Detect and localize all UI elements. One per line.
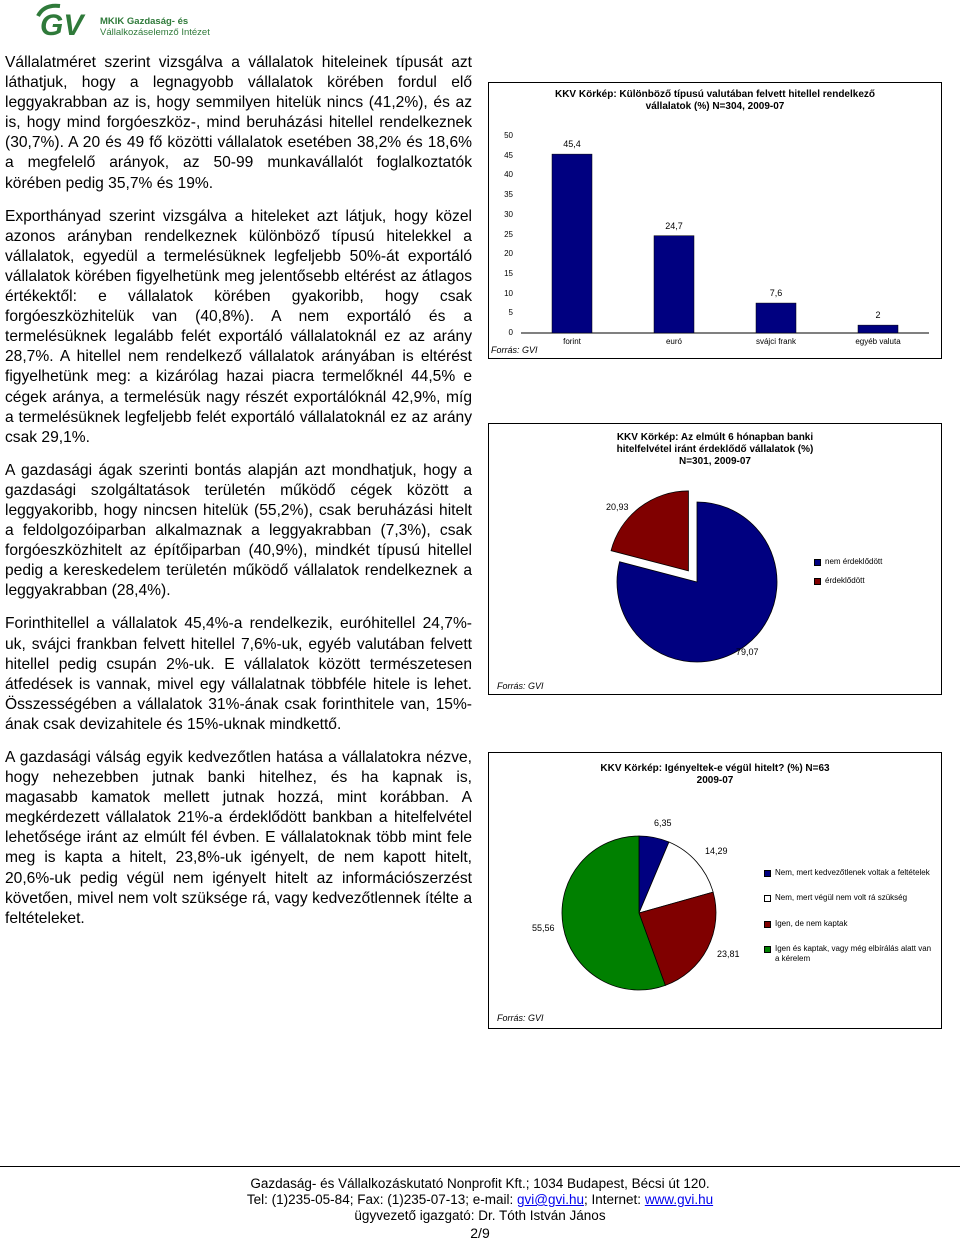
footer-email-link[interactable]: gvi@gvi.hu <box>517 1192 585 1207</box>
legend-igen-nem-kaptak: Igen, de nem kaptak <box>775 919 848 928</box>
bar-value-label: 7,6 <box>769 288 783 299</box>
chart-source: Forrás: GVI <box>497 681 544 691</box>
bar-value-label: 2 <box>875 310 881 321</box>
bar-egyéb valuta <box>858 325 898 333</box>
paragraph: Forinthitellel a vállalatok 45,4%-a rendelkezik, euróhitellel 24,7%-uk, svájci frankban felvett hitellel 7,6%-uk, egyéb valutában felvett hitellel pedig csupán 2%-uk. E vállalatok között természetesen átfedések is vannak, mivel egy vállalatnak többféle hitele is lehet. Összességében a vállalatok 31%-ának csak forinthitele van, 15%-ának csak devizahitele és 15%-uknak mindkettő. <box>5 615 472 733</box>
gvi-logo-mark <box>34 2 98 38</box>
logo-letters: GV <box>40 9 84 38</box>
y-tick-label: 40 <box>504 170 513 180</box>
y-tick-label: 25 <box>504 229 513 239</box>
legend-swatch-2 <box>764 921 771 928</box>
legend-swatch-3 <box>764 946 771 953</box>
footer-director: ügyvezető igazgató: Dr. Tóth István János <box>354 1208 606 1223</box>
legend-swatch-erdeklodott <box>814 578 821 585</box>
currency-loan-bar-chart <box>488 82 942 359</box>
loan-interest-pie-chart <box>488 423 942 695</box>
y-tick-label: 45 <box>504 150 513 160</box>
y-tick-label: 20 <box>504 249 513 259</box>
org-line2: Vállalkozáselemző Intézet <box>100 27 210 38</box>
slice-label-erdeklodott: 20,93 <box>606 502 629 512</box>
y-tick-label: 30 <box>504 209 513 219</box>
loan-applied-pie-chart <box>488 752 942 1029</box>
x-category-label: svájci frank <box>755 337 796 346</box>
legend-igen-kaptak: Igen és kaptak, vagy még elbírálás alatt van a kérelem <box>775 944 932 963</box>
slice-label-nem-szukseg: 14,29 <box>705 846 728 856</box>
bar-svájci frank <box>756 303 796 333</box>
footer-tel: Tel: (1)235-05-84; Fax: (1)235-07-13; e-mail: <box>246 1192 518 1207</box>
legend-erdeklodott: érdeklődött <box>825 576 865 585</box>
slice-label-nem-kedvezotlen: 6,35 <box>654 818 672 828</box>
footer-company: Gazdaság- és Vállalkozáskutató Nonprofit Kft.; 1034 Budapest, Bécsi út 120. <box>250 1176 710 1191</box>
legend-swatch-1 <box>764 895 771 902</box>
paragraph: A gazdasági ágak szerinti bontás alapján azt mondhatjuk, hogy a gazdasági szolgáltatások területén működő cégek között a leggyakoribb, hogy nincsen hitelük (55,2%), csak beruházási hitelt a feldolgozóiparban alkalmaznak a leggyakrabban (7,3%), csak forgóeszközhitelt az építőiparban (40,9%), mindkét típusú hitellel pedig a kereskedelem területén működő vállalatok rendelkeznek a leggyakrabban (28,4%). <box>5 461 472 600</box>
x-category-label: euró <box>665 337 682 346</box>
chart-title: KKV Körkép: Az elmúlt 6 hónapban banki hitelfelvétel iránt érdeklődő vállalatok (%) N=301, 2009-07 <box>616 432 814 467</box>
y-tick-label: 15 <box>504 268 513 278</box>
y-tick-label: 5 <box>508 308 513 318</box>
page-number: 2/9 <box>470 1225 490 1241</box>
gvi-logo <box>34 2 214 38</box>
bar-value-label: 24,7 <box>665 220 683 231</box>
legend-swatch-nem-erdeklodott <box>814 559 821 566</box>
footer-web-link[interactable]: www.gvi.hu <box>644 1192 714 1207</box>
paragraph: Vállalatméret szerint vizsgálva a vállalatok hiteleinek típusát azt láthatjuk, hogy a legnagyobb vállalatok körében fordul elő leggyakrabban az is, hogy semmilyen hitelük nincs (41,2%), és az is, hogy mind forgóeszköz-, mind beruházási hitellel rendelkeznek (30,7%). A 20 és 49 fő közötti vállalatok esetében 38,2% és 18,6% a megfelelő arányok, az 50-99 munkavállalót foglalkoztatók körében pedig 35,7% és 19%. <box>5 54 472 192</box>
footer-contact <box>0 1192 960 1208</box>
article-text <box>5 53 472 942</box>
y-tick-label: 50 <box>504 131 513 140</box>
legend-swatch-0 <box>764 870 771 877</box>
y-tick-label: 10 <box>504 288 513 298</box>
pie-plot <box>489 753 941 1028</box>
chart-title: KKV Körkép: Igényeltek-e végül hitelt? (%) N=63 2009-07 <box>600 763 830 786</box>
x-category-label: egyéb valuta <box>855 337 901 346</box>
chart-source: Forrás: GVI <box>497 1013 544 1023</box>
chart-title: KKV Körkép: Különböző típusú valutában felvett hitellel rendelkező vállalatok (%) N=304, 2009-07 <box>554 89 876 112</box>
y-tick-label: 0 <box>508 328 513 337</box>
paragraph: Exporthányad szerint vizsgálva a hiteleket azt látjuk, hogy közel azonos arányban rendelkeznek különböző típusú hitelekkel a vállalatok, egyedül a termelésüknek legfeljebb 50%-át exportáló vállalatok körében figyelhetünk meg jelentősebb eltérést az átlagos értékektől: e vállalatok körében gyakoribb, hogy csak forgóeszközhitelük van (40,8%). A nem exportáló és a termelésüknek legalább felét exportáló vállalatoknál ez az arány 28,7%. A hitellel nem rendelkező vállalatok arányában is eltérést figyelhetünk meg: a kizárólag hazai piacra termelőknél 44,5% e cégek aránya, a termelésük nagy részét exportálóknál 42,9%, míg a termelésüknek legfeljebb felét exportáló vállalatoknál ez az arány csak 29,1%. <box>5 207 472 446</box>
legend-nem-erdeklodott: nem érdeklődött <box>825 557 883 566</box>
slice-label-igen-kaptak: 55,56 <box>532 923 555 933</box>
footer-internet: ; Internet: <box>584 1192 645 1207</box>
bar-forint <box>552 154 592 333</box>
bar-euró <box>654 236 694 333</box>
paragraph: A gazdasági válság egyik kedvezőtlen hatása a vállalatokra nézve, hogy nehezebben jutnak banki hitelhez, és ha kapnak is, magasabb kamatok mellett jutnak hozzá, mint korábban. A megkérdezett vállalatok 21%-a érdeklődött bankban a hitelfelvétel lehetősége iránt az elmúlt fél évben. E vállalatoknak több mint fele meg is kapta a hitelt, 23,8%-uk igényelt, de nem kapott hitelt, 20,6%-uk pedig végül nem igényelt hitelt az információszerzést követően, mivel nem volt szüksége rá, vagy kedvezőtlennek ítélte a feltételeket. <box>5 749 472 927</box>
y-tick-label: 35 <box>504 190 513 200</box>
legend-nem-szukseg: Nem, mert végül nem volt rá szükség <box>775 893 908 902</box>
bar-value-label: 45,4 <box>563 139 581 150</box>
legend-nem-kedvezotlen: Nem, mert kedvezőtlenek voltak a feltételek <box>775 868 930 877</box>
slice-label-igen-nem-kaptak: 23,81 <box>717 949 740 959</box>
org-line1: MKIK Gazdaság- és <box>100 16 189 27</box>
footer <box>0 1166 960 1241</box>
chart-source: Forrás: GVI <box>491 345 538 355</box>
slice-label-nem-erdeklodott: 79,07 <box>736 647 759 657</box>
x-category-label: forint <box>563 337 581 346</box>
